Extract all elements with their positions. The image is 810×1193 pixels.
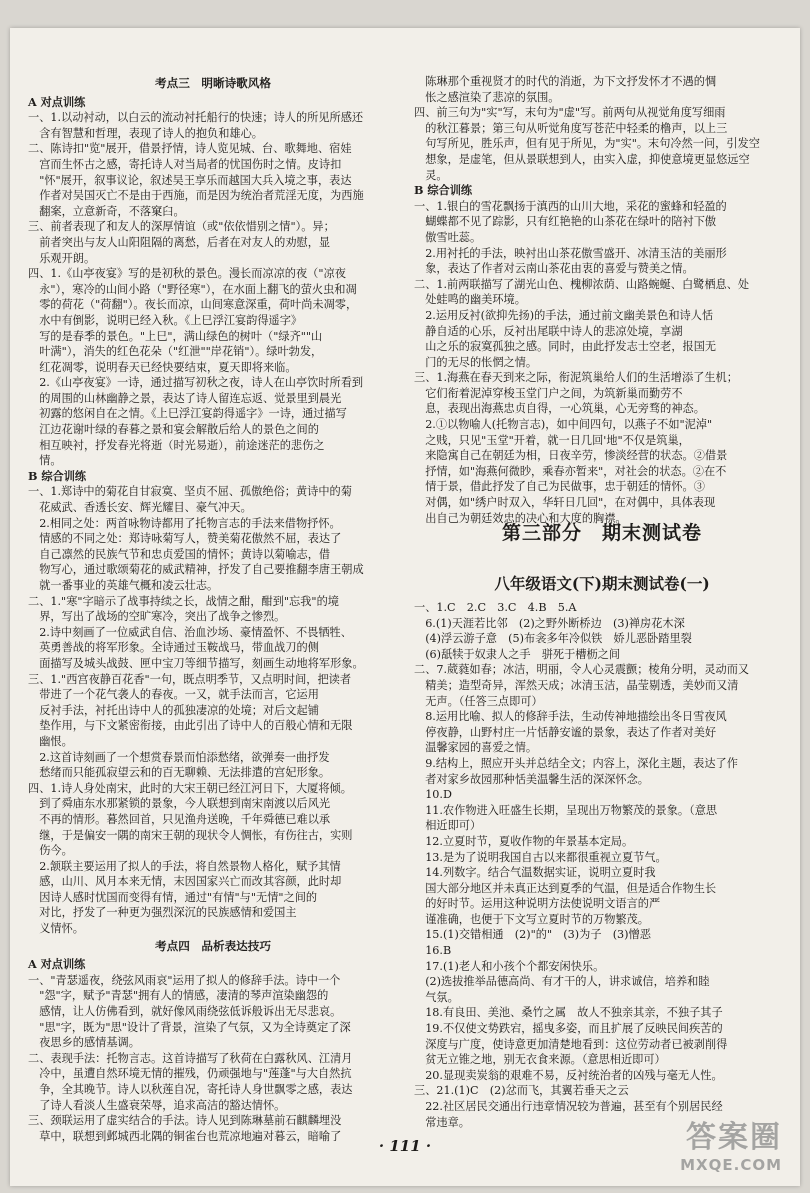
text-line: 国大部分地区并未真正达到夏季的气温，但是适合作物生长: [414, 881, 717, 895]
text-line: 谨准确，也便于下文写立夏时节的万物繁茂。: [414, 912, 649, 926]
text-line: 傲雪吐蕊。: [414, 230, 482, 244]
text-line: 陈琳那个重视贤才的时代的消逝，为下文抒发怀才不遇的惆: [414, 75, 717, 88]
text-line: 垫作用，与下文紧密衔接，由此引出了诗中人的百般心情和无限: [28, 719, 353, 733]
text-line: 继，于是偏安一隅的南宋王朝的现状令人惆怅，有伤往古，实则: [28, 828, 353, 842]
text-line: 门的无尽的怅惘之情。: [414, 355, 538, 369]
text-line: 前者突出与友人山阳阻隔的离愁，后者在对友人的劝慰，显: [28, 235, 331, 249]
text-line: 12.立夏时节，夏收作物的年景基本定局。: [414, 834, 634, 848]
text-line: 三、颈联运用了虚实结合的手法。诗人见到陈琳墓前石麒麟埋没: [28, 1114, 342, 1128]
text-line: 水中有倒影，说明已经入秋。《上巳浮江宴韵得遥字》: [28, 313, 303, 327]
text-line: 二、陈诗扣"览"展开，借景抒情，诗人览见城、台、歌舞地、宿娃: [28, 142, 352, 156]
text-line: 了诗人看淡人生盛衰荣辱，追求高洁的豁达情怀。: [28, 1098, 286, 1112]
text-line: 贫无立锥之地，别无衣食来源。（意思相近即可）: [414, 1053, 666, 1067]
text-line: 冷中，虽遭自然环境无情的摧残，仍顽强地与"莲蓬"与大自然抗: [28, 1067, 352, 1081]
text-line: 15.(1)交错相通 (2)"的" (3)为子 (3)憎恶: [414, 928, 651, 942]
text-line: 者对家乡故园那种恬美温馨生活的深深怀念。: [414, 772, 649, 786]
text-line: 19.不仅使文势跌宕，摇曳多姿，而且扩展了反映民间疾苦的: [414, 1022, 723, 1036]
text-line: 气氛。: [414, 990, 459, 1004]
text-line: 相互映衬，抒发春光将逝（时光易逝），前途迷茫的悲伤之: [28, 438, 325, 452]
right-column-bottom: [414, 600, 790, 1130]
text-line: "怨"字，赋予"青瑟"拥有人的情感，凄清的琴声渲染幽怨的: [28, 989, 329, 1003]
text-line: 深度与广度，使诗意更加清楚地看到：这位劳动者已被剥削得: [414, 1037, 728, 1051]
text-line: 永"），寒冷的山间小路（"野径寒"），在水面上翻飞的萤火虫和凋: [28, 282, 357, 296]
subsection-heading: A 对点训练: [28, 957, 86, 972]
text-line: 幽恨。: [28, 734, 73, 748]
part-title: 第三部分 期末测试卷: [501, 522, 702, 544]
text-line: 三、1.海燕在春天到来之际，衔泥筑巢给人们的生活增添了生机；: [414, 371, 738, 385]
text-line: 温馨家园的喜爱之情。: [414, 741, 538, 755]
left-column: [28, 74, 398, 1144]
text-line: 无声。（任答三点即可）: [414, 694, 543, 708]
text-line: 草中，联想到邺城西北隅的铜雀台也荒凉地遍对暮云，暗喻了: [28, 1129, 342, 1143]
text-line: 带进了一个花气袭人的春夜。一又，就手法而言，它运用: [28, 688, 319, 702]
text-line: 对比，抒发了一种更为强烈深沉的民族感情和爱国主: [28, 906, 297, 920]
text-line: 情于景，借此抒发了自己为民做事，忠于朝廷的情怀。③: [414, 480, 705, 494]
text-line: 宫而生怀古之感，寄托诗人对当局者的忧国伤时之情。皮诗扣: [28, 157, 342, 171]
text-line: 四、前三句为"实"写，末句为"虚"写。前两句从视觉角度写细雨: [414, 106, 726, 120]
text-line: 出自己为朝廷效忠的决心和大度的胸襟。: [414, 511, 627, 525]
text-line: 一、"青瑟遥夜，绕弦风雨哀"运用了拟人的修辞手法。诗中一个: [28, 973, 341, 987]
text-line: 11.农作物进入旺盛生长期，呈现出万物繁茂的景象。（意思: [414, 803, 718, 817]
text-line: 对偶，如"绣户时双入，华轩日几回"，在对偶中，具体表现: [414, 496, 716, 510]
text-line: 13.是为了说明我国自古以来都很重视立夏节气。: [414, 850, 667, 864]
text-line: 9.结构上，照应开头并总结全文；内容上，深化主题，表达了作: [414, 756, 738, 770]
text-line: 乐观开朗。: [28, 251, 96, 265]
text-line: 相近即可）: [414, 819, 482, 833]
text-line: 精美；造型奇异，浑然天成；冰清玉洁，晶莹剔透，美妙而又清: [414, 678, 739, 692]
text-line: (4)浮云游子意 (5)布衾多年冷似铁 娇儿恶卧踏里裂: [414, 632, 692, 646]
text-line: 争，全其晚节。诗人以秋莲自况，寄托诗人身世飘零之感，表达: [28, 1083, 353, 1096]
text-line: 夜思乡的感情基调。: [28, 1036, 140, 1050]
text-line: 感，山川、风月本来无情，末因国家兴亡而改其容颜，此时却: [28, 875, 342, 889]
text-line: 三、21.(1)C (2)忿而飞，其翼若垂天之云: [414, 1084, 629, 1098]
text-line: 英勇善战的将军形象。全诗通过玉鞍战马，带血战刀的侧: [28, 641, 319, 655]
text-line: 山之乐的寂寞孤独之感。同时，由此抒发志士空老，报国无: [414, 340, 717, 354]
text-line: 22.社区居民交通出行违章情况较为普遍，甚至有个别居民经: [414, 1100, 723, 1113]
text-line: 愁绪而只能孤寂望云和的百无聊赖、无法排遣的宫妃形象。: [28, 766, 331, 780]
text-line: 2.用衬托的手法，映衬出山茶花傲雪盛开、冰清玉洁的美丽形: [414, 246, 727, 260]
document-page: [10, 28, 800, 1186]
text-line: 停夜静，山野村庄一片恬静安谧的景象，表达了作者对美好: [414, 725, 717, 739]
watermark-url: MXQE.COM: [680, 1156, 782, 1174]
text-line: 20.显现卖炭翁的艰难不易，反衬统治者的凶残与毫无人性。: [414, 1068, 723, 1082]
text-line: 它们衔着泥淖穿梭玉堂门户之间，为筑新巢而勤劳不: [414, 386, 683, 400]
text-line: 情感的不同之处：郑诗咏菊写人，赞美菊花傲然不屈，表达了: [28, 532, 342, 546]
text-line: 2.颔联主要运用了拟人的手法，将自然景物人格化，赋予其情: [28, 859, 341, 873]
text-line: 常违章。: [414, 1115, 470, 1129]
text-line: 自己凛然的民族气节和忠贞爱国的情怀；黄诗以菊喻志，借: [28, 547, 331, 561]
subsection-heading: A 对点训练: [28, 94, 86, 109]
text-line: 句写所见，胜乐声，但有见于所见，为"实"。末句冷然一问，引发空: [414, 137, 760, 151]
text-line: 处蛙鸣的幽美环境。: [414, 293, 526, 307]
text-line: 江边花谢叶绿的春暮之景和宴会解散后给人的景色之间的: [28, 423, 319, 437]
text-line: 的好时节。运用这种说明方法使说明文语言的严: [414, 897, 661, 911]
text-line: 来隐寓自己在朝廷为相，日夜辛劳，惨淡经营的状态。②借景: [414, 449, 728, 463]
text-line: 含有智慧和哲理，表现了诗人的抱负和雄心。: [28, 126, 263, 140]
text-line: 蝴蝶都不见了踪影，只有红艳艳的山茶花在绿叶的陪衬下傲: [414, 215, 717, 229]
text-line: 写的是春季的景色。"上巳"，满山绿色的树叶（"绿齐""山: [28, 329, 323, 343]
text-line: 到了舜庙东水那紧锁的景象，今人联想到南宋南渡以后风光: [28, 797, 331, 811]
text-line: 义情怀。: [28, 922, 84, 936]
text-line: 14.列数字。结合气温数据实证，说明立夏时我: [414, 866, 656, 880]
text-line: 16.B: [414, 944, 452, 958]
text-line: 因诗人感时忧国而变得有情，通过"有情"与"无情"之间的: [28, 890, 318, 904]
text-line: 一、1.C 2.C 3.C 4.B 5.A: [414, 601, 577, 614]
text-line: 三、前者表现了和友人的深厚情谊（或"依依惜别之情"）。异；: [28, 220, 335, 234]
text-line: 初露的悠闲自在之情。《上巳浮江宴韵得遥字》一诗，通过描写: [28, 407, 347, 421]
text-line: 就一番事业的英雄气概和凌云壮志。: [28, 579, 219, 592]
watermark-logo: [680, 1112, 782, 1174]
text-line: 2.《山亭夜宴》一诗，通过描写初秋之夜，诗人在山亭饮时所看到: [28, 376, 364, 390]
text-line: 二、1.前两联描写了湖光山色、槐柳浓荫、山路蜿蜒、白鹭栖息、处: [414, 277, 750, 291]
text-line: 2.这首诗刻画了一个想赏春景而怕添愁绪，欲弹奏一曲抒发: [28, 750, 330, 764]
text-line: 2.相同之处：两首咏物诗都用了托物言志的手法来借物抒怀。: [28, 516, 341, 530]
text-line: 四、1.《山亭夜宴》写的是初秋的景色。漫长而凉凉的夜（"凉夜: [28, 267, 346, 281]
section-heading: 考点三 明晰诗歌风格: [155, 76, 271, 90]
text-line: 之贱，只见"玉堂"开着，就一日几回'地"不仅是筑巢，: [414, 433, 690, 447]
text-line: 18.有良田、美池、桑竹之属 故人不独亲其亲，不独子其子: [414, 1006, 723, 1020]
text-line: 10.D: [414, 788, 452, 802]
text-line: 叶满"），消失的红色花朵（"红泄""岸花销"）。绿叶勃发，: [28, 345, 323, 359]
text-line: 一、1.郑诗中的菊花自甘寂寞、坚贞不屈、孤傲绝俗；黄诗中的菊: [28, 485, 352, 499]
text-line: 2.诗中刻画了一位威武自信、治血沙场、豪情盈怀、不畏牺牲、: [28, 625, 352, 639]
text-line: 6.(1)天涯若比邻 (2)之野外断桥边 (3)禅房花木深: [414, 616, 685, 630]
watermark-brand: 答案圈: [686, 1120, 782, 1155]
text-line: 面描写及城头战鼓、匣中宝刀等细节描写，刻画生动地将军形象。: [28, 656, 364, 670]
text-line: 四、1.诗人身处南宋，此时的大宋王朝已经江河日下，大厦将倾。: [28, 781, 352, 795]
text-line: 花威武、香透长安、辉光耀目、豪气冲天。: [28, 501, 252, 515]
text-line: 感情，让人仿佛看到，就好像风雨绕弦低诉般诉出无尽悲哀。: [28, 1005, 342, 1019]
text-line: "怀"展开，叙事议论，叙述吴王享乐而越国大兵入境之事，表达: [28, 173, 352, 187]
text-line: 的周围的山林幽静之景，表达了诗人留连忘返、觉景里到晨光: [28, 391, 342, 405]
text-line: 零的荷花（"荷翻"）。夜长而凉，山间寒意深重，荷叶尚未凋零，: [28, 298, 358, 312]
page-number: · 111 ·: [378, 1137, 432, 1155]
text-line: 的秋江暮景；第三句从听觉角度写苍茫中轻柔的橹声，以上三: [414, 121, 728, 135]
text-line: 息，表现出海燕忠贞自得，一心筑巢，心无旁骛的神态。: [414, 402, 705, 416]
text-line: (6)舐犊于奴隶人之手 骈死于槽枥之间: [414, 647, 621, 661]
text-line: 一、1.以动衬动，以白云的流动衬托船行的快速；诗人的所见所感还: [28, 111, 364, 125]
text-line: 抒情，如"海燕何微眇，乘春亦暂来"，对社会的状态。②在不: [414, 464, 727, 478]
text-line: 17.(1)老人和小孩个个都安闲快乐。: [414, 959, 605, 973]
text-line: 反衬手法，衬托出诗中人的孤独凄凉的处境；对后文起铺: [28, 703, 319, 717]
text-line: 二、表现手法：托物言志。这首诗描写了秋荷在白露秋风、江清月: [28, 1051, 353, 1065]
text-line: 二、7.葳蕤如春；冰洁，明丽，令人心灵震颤；棱角分明，灵动而又: [414, 663, 750, 677]
text-line: 情。: [28, 454, 62, 468]
text-line: 象，表达了作者对云南山茶花由衷的喜爱与赞美之情。: [414, 262, 694, 276]
text-line: 红花凋零，说明春天已经快要结束，夏天即将来临。: [28, 360, 297, 374]
text-line: 三、1."西宫夜静百花香"一句，既点明季节，又点明时间，把读者: [28, 672, 352, 686]
text-line: 2.①以物喻人(托物言志)，如中间四句，以燕子不如"泥淖": [414, 418, 713, 432]
text-line: 作者对吴国灭亡不是由于西施，而是因为统治者荒淫无度，为西施: [28, 189, 364, 203]
text-line: 翻案，立意新奇，不落窠臼。: [28, 204, 185, 218]
text-line: 2.运用反衬(欲抑先扬)的手法，通过前文幽美景色和诗人恬: [414, 308, 714, 322]
text-line: 不再的情形。暮然回首，只见渔舟送晚，千年舜德已难以承: [28, 812, 331, 826]
text-line: 静自适的心乐，反衬出尾联中诗人的悲凉处境，享湖: [414, 324, 683, 338]
text-line: 8.运用比喻、拟人的修辞手法，生动传神地描绘出冬日雪夜风: [414, 710, 727, 724]
text-line: 灵。: [414, 168, 448, 182]
subsection-heading: B 综合训练: [28, 468, 87, 483]
text-line: 伤今。: [28, 844, 73, 858]
text-line: "思"字，既为"思"设计了背景，渲染了气氛，又为全诗奠定了深: [28, 1020, 351, 1034]
text-line: 想象，是虚笔，但从景联想到人，由实入虚，抑使意境更显悠远空: [414, 152, 750, 166]
text-line: 二、1."寒"字暗示了战事持续之长，战情之酣，酣到"忘我"的境: [28, 594, 339, 608]
section-heading: 考点四 品析表达技巧: [155, 938, 271, 953]
text-line: 界，写出了战场的空旷寒冷，突出了战争之惨烈。: [28, 610, 286, 624]
text-line: 怅之感渲染了悲凉的氛围。: [414, 90, 560, 104]
right-column-top: [414, 74, 790, 526]
exam-title: 八年级语文(下)期末测试卷(一): [494, 574, 710, 593]
text-line: 一、1.银白的雪花飘扬于滇西的山川大地，采花的蜜蜂和轻盈的: [414, 199, 727, 213]
text-line: 物写心，通过歌颂菊花的威武精神，抒发了自己要推翻李唐王朝成: [28, 563, 364, 577]
text-line: (2)选拔推举品德高尚、有才干的人，讲求诚信，培养和睦: [414, 975, 710, 989]
subsection-heading: B 综合训练: [414, 183, 473, 198]
